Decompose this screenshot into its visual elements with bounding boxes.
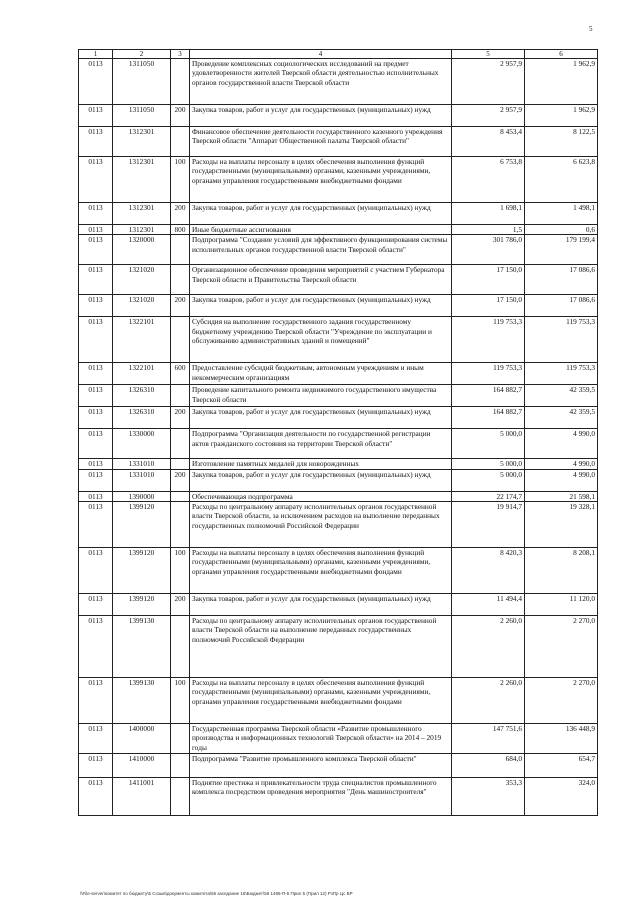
- cell-c4: Расходы по центральному аппарату исполнительных органов государственной власти Тверской области, за исключением расходов на выполнение переданных государственных полномочий Российской Федерации: [190, 501, 452, 547]
- cell-c1: 0113: [79, 615, 113, 677]
- cell-c1: 0113: [79, 203, 113, 225]
- cell-c6: 8 122,5: [525, 127, 598, 157]
- cell-c3: 600: [171, 363, 190, 385]
- cell-c1: 0113: [79, 677, 113, 723]
- cell-c2: 1322101: [113, 317, 171, 363]
- cell-c1: 0113: [79, 429, 113, 459]
- cell-c3: 200: [171, 593, 190, 615]
- cell-c1: 0113: [79, 501, 113, 547]
- cell-c3: 200: [171, 407, 190, 429]
- cell-c6: 4 990,0: [525, 429, 598, 459]
- cell-c6: 2 270,0: [525, 615, 598, 677]
- table-row: [79, 105, 598, 127]
- cell-c1: 0113: [79, 777, 113, 815]
- cell-c5: 164 882,7: [452, 385, 525, 407]
- page-number: 5: [589, 25, 593, 33]
- cell-c5: 164 882,7: [452, 407, 525, 429]
- cell-c6: 4 990,0: [525, 469, 598, 491]
- cell-c5: 1 698,1: [452, 203, 525, 225]
- cell-c4: Обеспечивающая подпрограмма: [190, 491, 452, 501]
- cell-c1: 0113: [79, 469, 113, 491]
- cell-c2: 1321020: [113, 265, 171, 295]
- cell-c4: Закупка товаров, работ и услуг для государственных (муниципальных) нужд: [190, 593, 452, 615]
- cell-c5: 2 957,9: [452, 105, 525, 127]
- cell-c5: 119 753,3: [452, 317, 525, 363]
- cell-c4: Иные бюджетные ассигнования: [190, 225, 452, 235]
- cell-c1: 0113: [79, 363, 113, 385]
- cell-c1: 0113: [79, 753, 113, 777]
- cell-c2: 1320000: [113, 235, 171, 265]
- cell-c5: 8 420,3: [452, 547, 525, 593]
- cell-c4: Закупка товаров, работ и услуг для государственных (муниципальных) нужд: [190, 295, 452, 317]
- cell-c3: 100: [171, 157, 190, 203]
- table-row: [79, 491, 598, 501]
- cell-c3: 200: [171, 105, 190, 127]
- cell-c6: 119 753,3: [525, 363, 598, 385]
- cell-c4: Расходы на выплаты персоналу в целях обеспечения выполнения функций государственными (муниципальными) органами, казенными учреждениями, органами управления государственными внебюджетными фондами: [190, 677, 452, 723]
- cell-c2: 1399120: [113, 501, 171, 547]
- header-col-6: 6: [525, 50, 598, 59]
- cell-c3: [171, 317, 190, 363]
- table-row: [79, 363, 598, 385]
- cell-c5: 17 150,0: [452, 265, 525, 295]
- header-col-1: 1: [79, 50, 113, 59]
- cell-c1: 0113: [79, 407, 113, 429]
- cell-c2: 1326310: [113, 407, 171, 429]
- cell-c4: Поднятие престижа и привлекательности труда специалистов промышленного комплекса посредством проведения мероприятия "День машиностроителя": [190, 777, 452, 815]
- cell-c6: 11 120,0: [525, 593, 598, 615]
- cell-c6: 21 598,1: [525, 491, 598, 501]
- table-row: [79, 317, 598, 363]
- cell-c1: 0113: [79, 593, 113, 615]
- cell-c3: [171, 777, 190, 815]
- header-row: [79, 50, 598, 59]
- cell-c6: 2 270,0: [525, 677, 598, 723]
- cell-c3: [171, 127, 190, 157]
- cell-c2: 1312301: [113, 225, 171, 235]
- cell-c2: 1410000: [113, 753, 171, 777]
- table-row: [79, 723, 598, 753]
- cell-c5: 2 957,9: [452, 59, 525, 105]
- cell-c3: [171, 235, 190, 265]
- table-row: [79, 777, 598, 815]
- table-row: [79, 407, 598, 429]
- cell-c4: Закупка товаров, работ и услуг для государственных (муниципальных) нужд: [190, 469, 452, 491]
- cell-c2: 1311050: [113, 105, 171, 127]
- cell-c4: Закупка товаров, работ и услуг для государственных (муниципальных) нужд: [190, 203, 452, 225]
- cell-c5: 5 000,0: [452, 429, 525, 459]
- table-row: [79, 469, 598, 491]
- cell-c3: 200: [171, 469, 190, 491]
- cell-c6: 4 990,0: [525, 459, 598, 469]
- cell-c6: 1 962,9: [525, 105, 598, 127]
- cell-c6: 1 962,9: [525, 59, 598, 105]
- cell-c2: 1399130: [113, 615, 171, 677]
- cell-c4: Государственная программа Тверской области «Развитие промышленного производства и информационных технологий Тверской области» на 2014 – 2019 годы: [190, 723, 452, 753]
- cell-c4: Организационное обеспечение проведения мероприятий с участием Губернатора Тверской области и Правительства Тверской области: [190, 265, 452, 295]
- cell-c4: Субсидия на выполнение государственного задания государственному бюджетному учреждению Тверской области "Учреждение по эксплуатации и обслуживанию административных зданий и помещений": [190, 317, 452, 363]
- table-row: [79, 203, 598, 225]
- cell-c6: 0,6: [525, 225, 598, 235]
- cell-c3: [171, 753, 190, 777]
- cell-c2: 1312301: [113, 157, 171, 203]
- cell-c3: 100: [171, 677, 190, 723]
- cell-c5: 5 000,0: [452, 459, 525, 469]
- table-row: [79, 593, 598, 615]
- cell-c1: 0113: [79, 105, 113, 127]
- cell-c2: 1399120: [113, 547, 171, 593]
- table-row: [79, 753, 598, 777]
- budget-table: [78, 49, 598, 816]
- cell-c3: [171, 723, 190, 753]
- file-path-footer: \\File-server\комитет по бюджету\5 Созыв\документы комитета\56 заседание 16\Бюджет\56 1496-П-5 Прил 5 (Прил 12) РзПр Цс ВР: [80, 891, 353, 896]
- cell-c3: 200: [171, 295, 190, 317]
- cell-c5: 353,3: [452, 777, 525, 815]
- cell-c5: 684,0: [452, 753, 525, 777]
- cell-c1: 0113: [79, 235, 113, 265]
- cell-c4: Закупка товаров, работ и услуг для государственных (муниципальных) нужд: [190, 105, 452, 127]
- cell-c4: Подпрограмма "Организация деятельности по государственной регистрации актов гражданского состояния на территории Тверской области": [190, 429, 452, 459]
- cell-c3: [171, 501, 190, 547]
- cell-c4: Изготовление памятных медалей для новорожденных: [190, 459, 452, 469]
- cell-c5: 2 260,0: [452, 615, 525, 677]
- cell-c6: 654,7: [525, 753, 598, 777]
- cell-c6: 136 448,9: [525, 723, 598, 753]
- table-row: [79, 127, 598, 157]
- cell-c4: Предоставление субсидий бюджетным, автономным учреждениям и иным некоммерческим организациям: [190, 363, 452, 385]
- cell-c1: 0113: [79, 265, 113, 295]
- cell-c5: 19 914,7: [452, 501, 525, 547]
- cell-c3: 800: [171, 225, 190, 235]
- cell-c6: 8 208,1: [525, 547, 598, 593]
- cell-c6: 324,0: [525, 777, 598, 815]
- header-col-2: 2: [113, 50, 171, 59]
- cell-c3: [171, 265, 190, 295]
- header-col-3: 3: [171, 50, 190, 59]
- cell-c6: 6 623,8: [525, 157, 598, 203]
- table-row: [79, 225, 598, 235]
- table-row: [79, 265, 598, 295]
- cell-c4: Проведение капитального ремонта недвижимого государственного имущества Тверской области: [190, 385, 452, 407]
- cell-c2: 1399130: [113, 677, 171, 723]
- cell-c4: Проведение комплексных социологических исследований на предмет удовлетворенности жителей Тверской области деятельностью исполнительных органов государственной власти Тверской области: [190, 59, 452, 105]
- cell-c6: 17 086,6: [525, 265, 598, 295]
- cell-c3: [171, 615, 190, 677]
- table-row: [79, 677, 598, 723]
- cell-c1: 0113: [79, 295, 113, 317]
- cell-c1: 0113: [79, 459, 113, 469]
- cell-c2: 1326310: [113, 385, 171, 407]
- cell-c1: 0113: [79, 317, 113, 363]
- cell-c1: 0113: [79, 723, 113, 753]
- table-row: [79, 59, 598, 105]
- cell-c2: 1400000: [113, 723, 171, 753]
- cell-c1: 0113: [79, 127, 113, 157]
- cell-c5: 301 786,0: [452, 235, 525, 265]
- cell-c2: 1331010: [113, 469, 171, 491]
- table-row: [79, 547, 598, 593]
- header-col-4: 4: [190, 50, 452, 59]
- cell-c3: [171, 429, 190, 459]
- cell-c2: 1399120: [113, 593, 171, 615]
- cell-c4: Расходы по центральному аппарату исполнительных органов государственной власти Тверской области на выполнение переданных государственных полномочий Российской Федерации: [190, 615, 452, 677]
- cell-c2: 1331010: [113, 459, 171, 469]
- cell-c4: Расходы на выплаты персоналу в целях обеспечения выполнения функций государственными (муниципальными) органами, казенными учреждениями, органами управления государственными внебюджетными фондами: [190, 157, 452, 203]
- cell-c5: 6 753,8: [452, 157, 525, 203]
- cell-c6: 42 359,5: [525, 407, 598, 429]
- cell-c4: Расходы на выплаты персоналу в целях обеспечения выполнения функций государственными (муниципальными) органами, казенными учреждениями, органами управления государственными внебюджетными фондами: [190, 547, 452, 593]
- cell-c4: Финансовое обеспечение деятельности государственного казенного учреждения Тверской области "Аппарат Общественной палаты Тверской области": [190, 127, 452, 157]
- cell-c1: 0113: [79, 491, 113, 501]
- cell-c5: 119 753,3: [452, 363, 525, 385]
- cell-c1: 0113: [79, 385, 113, 407]
- cell-c5: 5 000,0: [452, 469, 525, 491]
- cell-c6: 42 359,5: [525, 385, 598, 407]
- table-row: [79, 501, 598, 547]
- cell-c4: Подпрограмма "Создание условий для эффективного функционирования системы исполнительных органов государственной власти Тверской области": [190, 235, 452, 265]
- cell-c5: 17 150,0: [452, 295, 525, 317]
- cell-c2: 1312301: [113, 203, 171, 225]
- cell-c2: 1330000: [113, 429, 171, 459]
- cell-c2: 1321020: [113, 295, 171, 317]
- cell-c4: Закупка товаров, работ и услуг для государственных (муниципальных) нужд: [190, 407, 452, 429]
- header-col-5: 5: [452, 50, 525, 59]
- cell-c5: 22 174,7: [452, 491, 525, 501]
- cell-c6: 1 498,1: [525, 203, 598, 225]
- cell-c1: 0113: [79, 157, 113, 203]
- cell-c2: 1311050: [113, 59, 171, 105]
- cell-c3: 200: [171, 203, 190, 225]
- cell-c1: 0113: [79, 225, 113, 235]
- cell-c2: 1322101: [113, 363, 171, 385]
- cell-c1: 0113: [79, 547, 113, 593]
- cell-c5: 8 453,4: [452, 127, 525, 157]
- cell-c5: 11 494,4: [452, 593, 525, 615]
- cell-c6: 19 328,1: [525, 501, 598, 547]
- cell-c4: Подпрограмма "Развитие промышленного комплекса Тверской области": [190, 753, 452, 777]
- cell-c3: [171, 459, 190, 469]
- cell-c1: 0113: [79, 59, 113, 105]
- cell-c5: 2 260,0: [452, 677, 525, 723]
- cell-c2: 1390000: [113, 491, 171, 501]
- table-row: [79, 615, 598, 677]
- cell-c2: 1312301: [113, 127, 171, 157]
- cell-c5: 147 751,6: [452, 723, 525, 753]
- cell-c3: [171, 59, 190, 105]
- cell-c3: [171, 491, 190, 501]
- table-row: [79, 157, 598, 203]
- table-row: [79, 295, 598, 317]
- cell-c3: [171, 385, 190, 407]
- cell-c5: 1,5: [452, 225, 525, 235]
- cell-c3: 100: [171, 547, 190, 593]
- table-row: [79, 235, 598, 265]
- cell-c2: 1411001: [113, 777, 171, 815]
- cell-c6: 119 753,3: [525, 317, 598, 363]
- cell-c6: 179 199,4: [525, 235, 598, 265]
- table-row: [79, 429, 598, 459]
- table-row: [79, 459, 598, 469]
- table-row: [79, 385, 598, 407]
- cell-c6: 17 086,6: [525, 295, 598, 317]
